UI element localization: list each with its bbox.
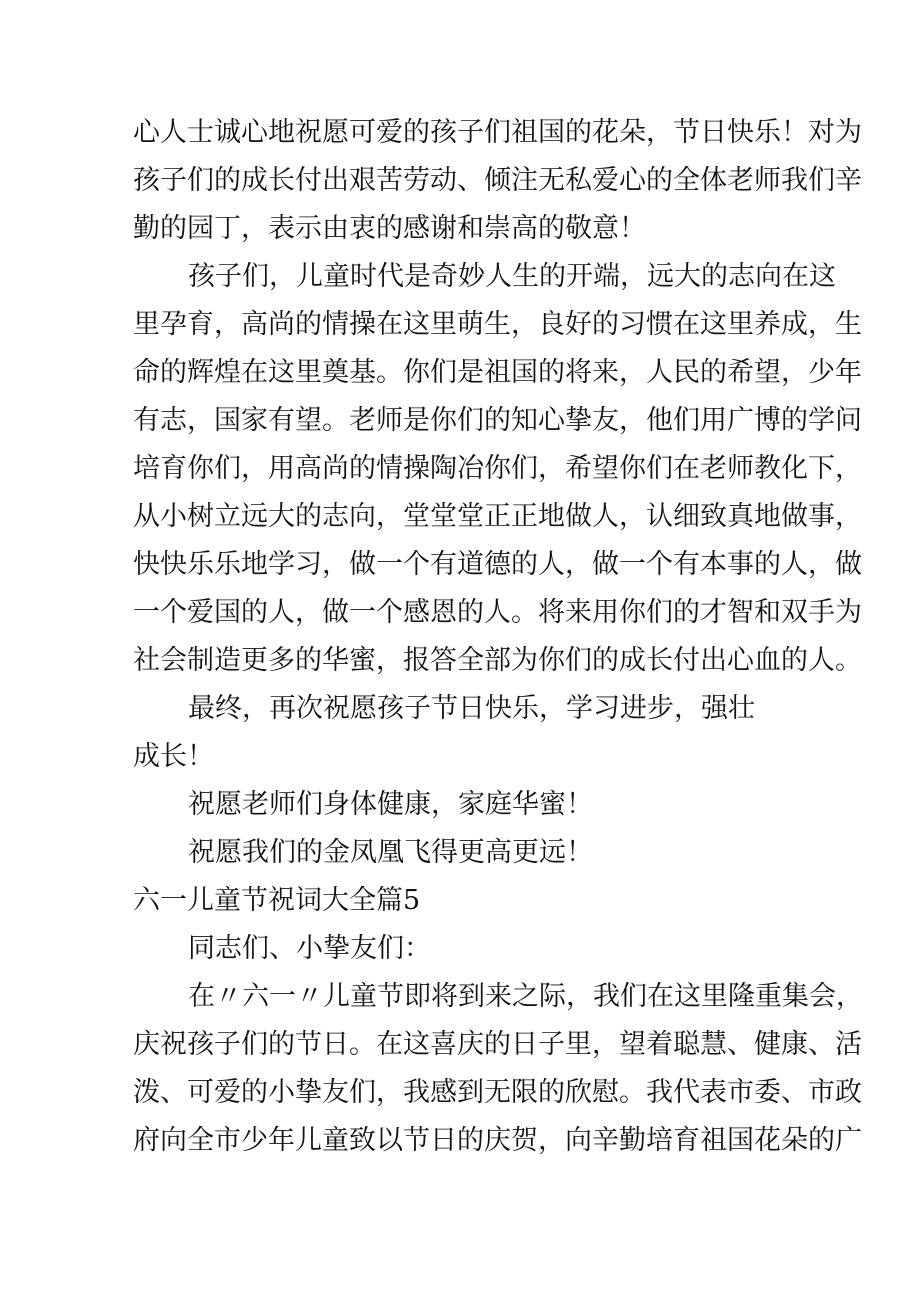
- paragraph-start-line: 最终，再次祝愿孩子节日快乐，学习进步，强壮: [188, 693, 755, 724]
- text-line: 泼、可爱的小挚友们，我感到无限的欣慰。我代表市委、市政: [133, 1077, 862, 1108]
- paragraph-start-line: 孩子们，儿童时代是奇妙人生的开端，远大的志向在这: [188, 261, 836, 292]
- text-line: 孩子们的成长付出艰苦劳动、倾注无私爱心的全体老师我们辛: [133, 165, 862, 196]
- text-line: 庆祝孩子们的节日。在这喜庆的日子里，望着聪慧、健康、活: [133, 1029, 862, 1060]
- paragraph-start-line: 在〃六一〃儿童节即将到来之际，我们在这里隆重集会，: [188, 981, 863, 1012]
- text-line: 有志，国家有望。老师是你们的知心挚友，他们用广博的学问: [133, 405, 862, 436]
- salutation-line: 同志们、小挚友们：: [188, 933, 431, 964]
- text-line: 从小树立远大的志向，堂堂堂正正地做人，认细致真地做事，: [133, 501, 862, 532]
- paragraph-start-line: 祝愿老师们身体健康，家庭华蜜！: [188, 789, 593, 820]
- paragraph-start-line: 祝愿我们的金凤凰飞得更高更远！: [188, 837, 593, 868]
- text-line: 府向全市少年儿童致以节日的庆贺，向辛勤培育祖国花朵的广: [133, 1125, 862, 1156]
- text-line: 成长！: [133, 741, 214, 772]
- text-line: 里孕育，高尚的情操在这里萌生，良好的习惯在这里养成，生: [133, 309, 862, 340]
- text-line: 培育你们，用高尚的情操陶冶你们，希望你们在老师教化下，: [133, 453, 862, 484]
- text-line: 社会制造更多的华蜜，报答全部为你们的成长付出心血的人。: [133, 645, 862, 676]
- section-heading: 六一儿童节祝词大全篇5: [133, 885, 421, 916]
- text-line: 一个爱国的人，做一个感恩的人。将来用你们的才智和双手为: [133, 597, 862, 628]
- text-line: 勤的园丁，表示由衷的感谢和崇高的敬意！: [133, 213, 646, 244]
- text-line: 命的辉煌在这里奠基。你们是祖国的将来，人民的希望，少年: [133, 357, 862, 388]
- text-line: 心人士诚心地祝愿可爱的孩子们祖国的花朵，节日快乐！对为: [133, 117, 862, 148]
- text-line: 快快乐乐地学习，做一个有道德的人，做一个有本事的人，做: [133, 549, 862, 580]
